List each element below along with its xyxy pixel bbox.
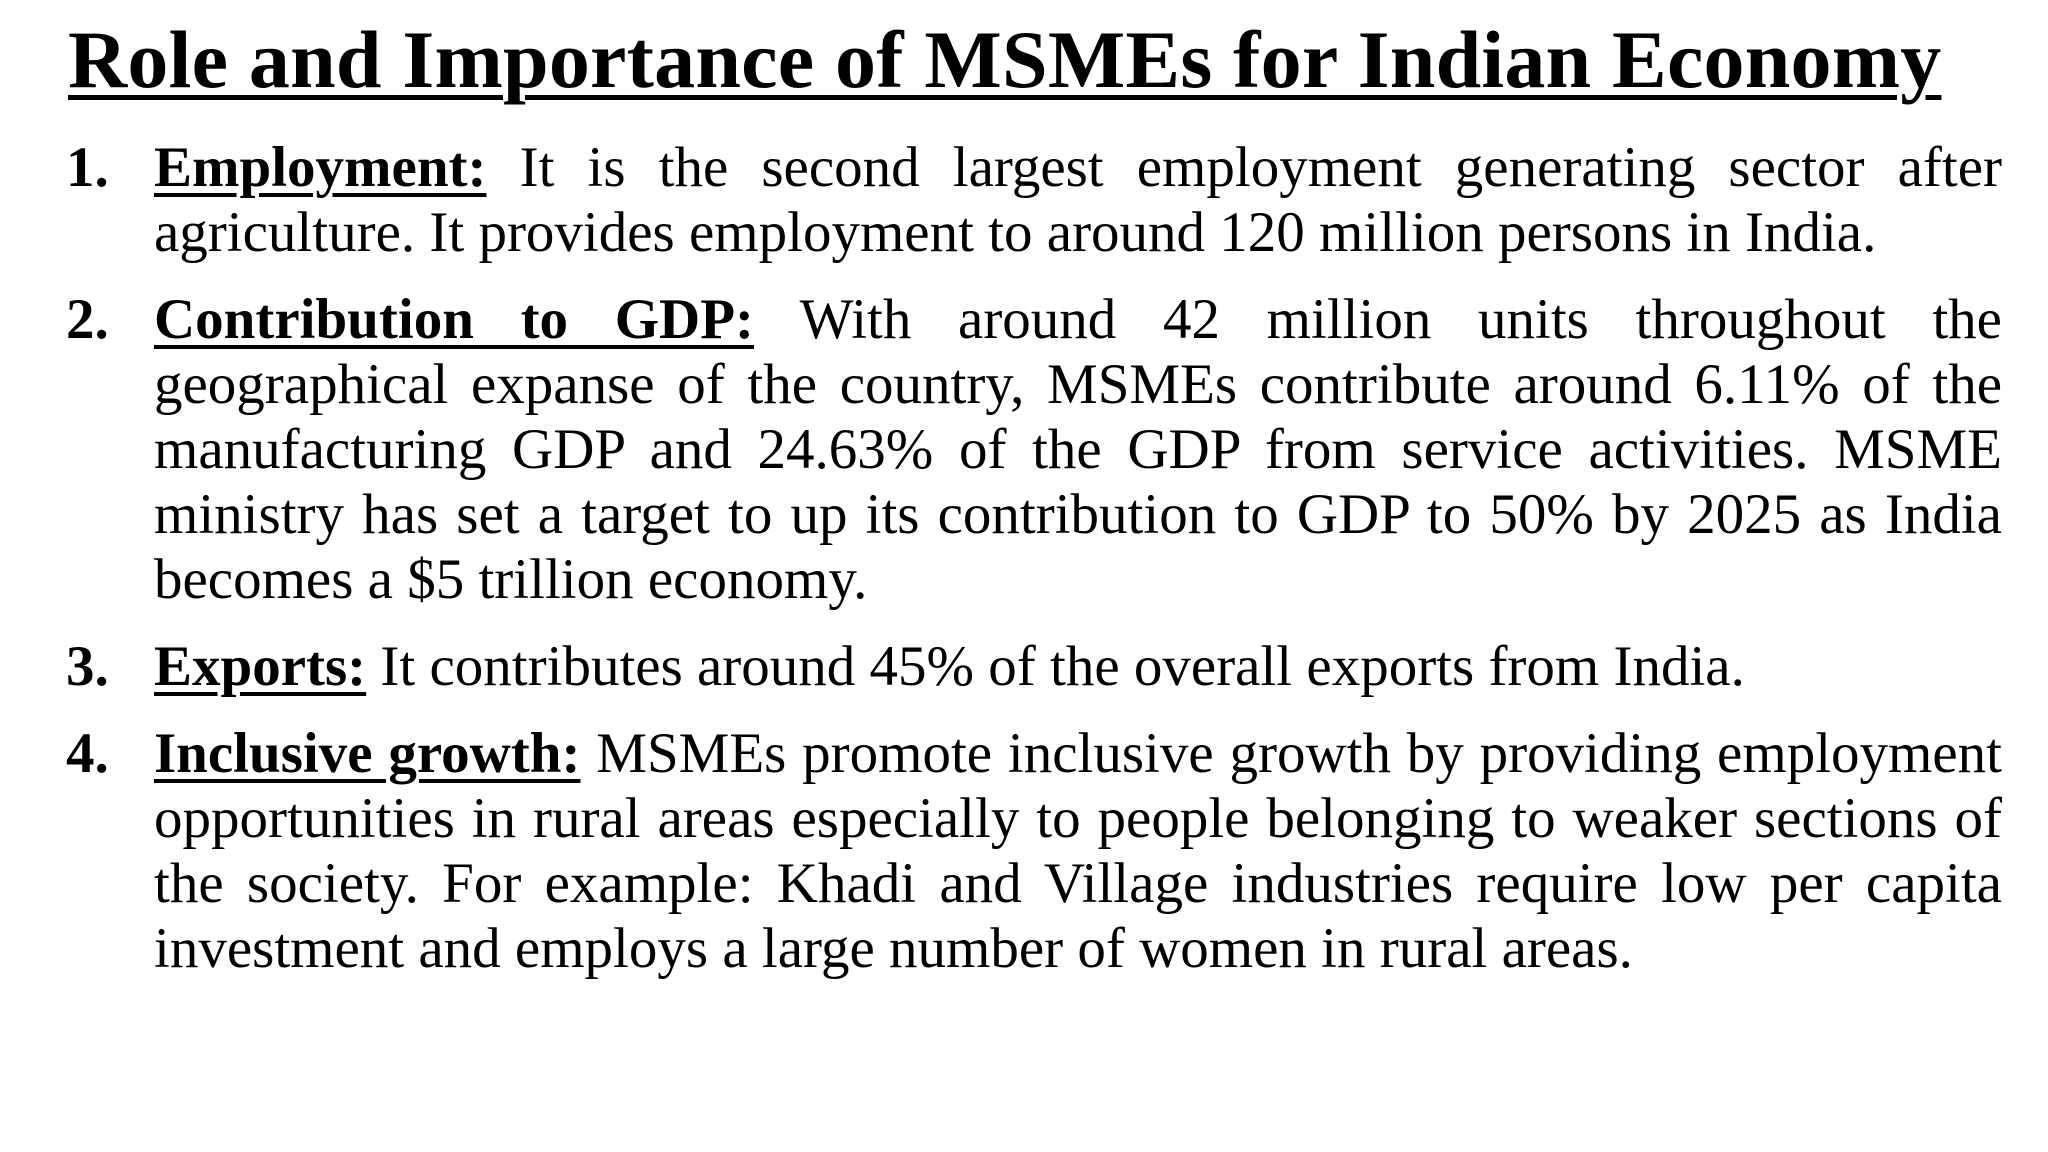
points-list: [66, 135, 2002, 1003]
item-number: 2.: [66, 288, 109, 351]
item-label: Exports:: [154, 635, 367, 698]
item-label: Inclusive growth:: [154, 722, 581, 785]
item-number: 1.: [66, 136, 109, 199]
item-text: With around 42 million units throughout the geographical expanse of the country, MSMEs contribute around 6.11% of the manufacturing GDP and 24.63% of the GDP from service activities. MSME ministry has set a target to up its contribution to GDP to 50% by 2025 as India becomes a $5 trillion economy.: [154, 288, 2002, 611]
item-label: Employment:: [154, 136, 487, 199]
item-text: It is the second largest employment generating sector after agriculture. It provides employment to around 120 million persons in India.: [154, 136, 2003, 264]
list-item-exports: [66, 634, 2002, 699]
item-label: Contribution to GDP:: [154, 288, 755, 351]
item-text: It contributes around 45% of the overall exports from India.: [380, 635, 1745, 698]
item-text: MSMEs promote inclusive growth by providing employment opportunities in rural areas especially to people belonging to weaker sections of the society. For example: Khadi and Village industries require low per capita investment and employs a large number of women in rural areas.: [154, 722, 2003, 980]
item-number: 4.: [66, 722, 109, 785]
list-item-employment: [66, 135, 2002, 265]
item-number: 3.: [66, 635, 109, 698]
list-item-inclusive-growth: [66, 721, 2002, 981]
list-item-gdp: [66, 287, 2002, 612]
slide-title: Role and Importance of MSMEs for Indian Economy: [68, 14, 1942, 105]
